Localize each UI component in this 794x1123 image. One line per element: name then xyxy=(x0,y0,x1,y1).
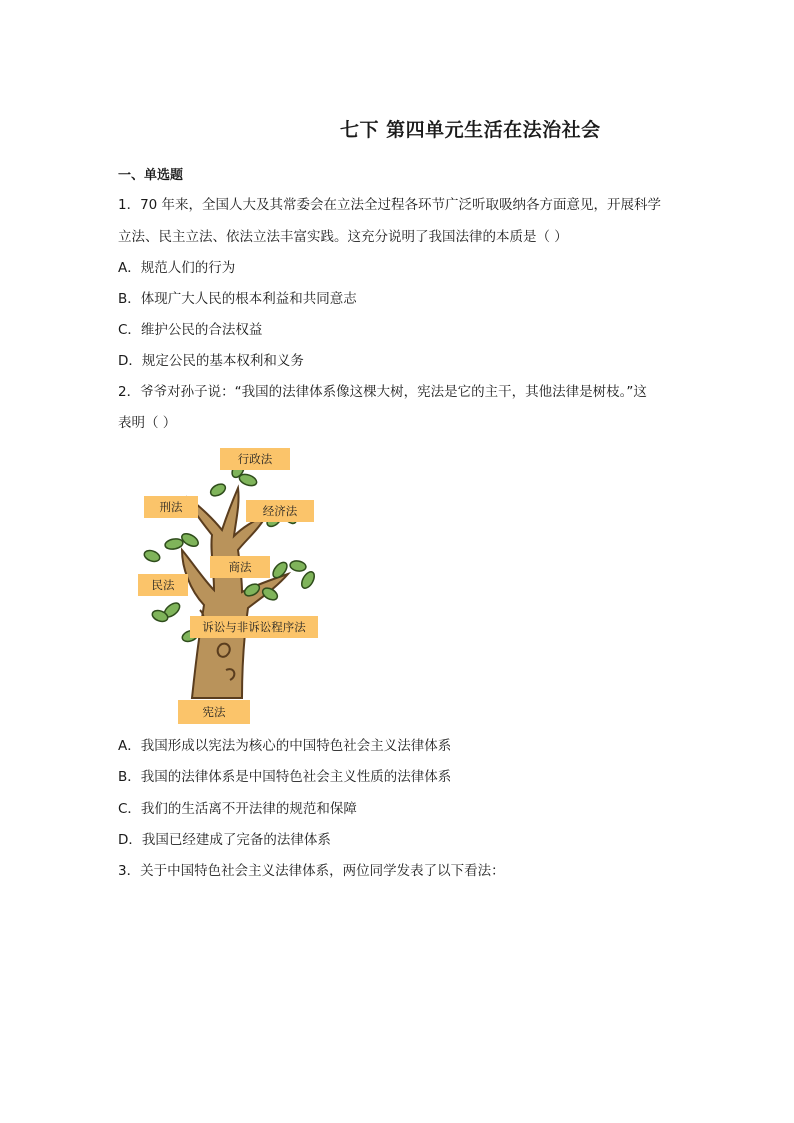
q1-option-a: A．规范人们的行为 xyxy=(118,260,236,276)
q1-stem-line-2: 立法、民主立法、依法立法丰富实践。这充分说明了我国法律的本质是（ ） xyxy=(118,229,568,245)
q2-option-c: C．我们的生活离不开法律的规范和保障 xyxy=(118,801,357,817)
q2-option-b: B．我国的法律体系是中国特色社会主义性质的法律体系 xyxy=(118,769,452,785)
q3-stem-line-1: 3．关于中国特色社会主义法律体系，两位同学发表了以下看法： xyxy=(118,863,505,879)
svg-text:刑法: 刑法 xyxy=(159,500,183,514)
svg-text:商法: 商法 xyxy=(228,560,252,574)
q2-option-a: A．我国形成以宪法为核心的中国特色社会主义法律体系 xyxy=(118,738,452,754)
law-tree-figure xyxy=(130,440,350,730)
q1-stem-line-1: 1．70 年来，全国人大及其常委会在立法全过程各环节广泛听取吸纳各方面意见，开展科学 xyxy=(118,197,662,213)
label-shangfa xyxy=(210,556,270,578)
svg-text:诉讼与非诉讼程序法: 诉讼与非诉讼程序法 xyxy=(202,620,306,634)
label-xianfa xyxy=(178,700,250,724)
label-xingzhengfa xyxy=(220,448,290,470)
q2-stem-line-2: 表明（ ） xyxy=(118,415,177,431)
law-tree-illustration xyxy=(130,440,350,730)
svg-text:经济法: 经济法 xyxy=(262,504,298,518)
q1-option-d: D．规定公民的基本权利和义务 xyxy=(118,353,304,369)
q2-option-d: D．我国已经建成了完备的法律体系 xyxy=(118,832,331,848)
q1-option-c: C．维护公民的合法权益 xyxy=(118,322,263,338)
q1-option-b: B．体现广大人民的根本利益和共同意志 xyxy=(118,291,357,307)
section-heading: 一、单选题 xyxy=(118,168,184,183)
label-xingfa xyxy=(144,496,198,518)
q2-stem-line-1: 2．爷爷对孙子说：“我国的法律体系像这棵大树，宪法是它的主干，其他法律是树枝。”这 xyxy=(118,384,647,400)
label-minfa xyxy=(138,574,188,596)
label-susong xyxy=(190,616,318,638)
label-jingjifa xyxy=(246,500,314,522)
svg-text:民法: 民法 xyxy=(151,578,175,592)
page-title: 七下 第四单元生活在法治社会 xyxy=(340,119,601,141)
svg-text:宪法: 宪法 xyxy=(202,705,226,719)
svg-text:行政法: 行政法 xyxy=(237,452,273,466)
